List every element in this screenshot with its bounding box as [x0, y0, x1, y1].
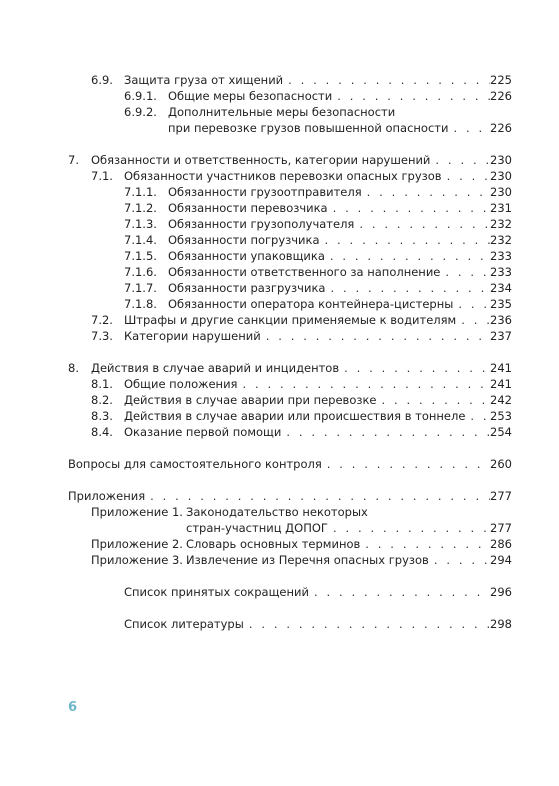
leader-dots	[456, 312, 490, 328]
toc-entry-8-4	[91, 424, 512, 440]
toc-page: 236	[490, 313, 512, 327]
toc-page: 296	[490, 585, 512, 599]
toc-title: Приложения	[68, 489, 146, 503]
toc-title: Обязанности ответственного за наполнение	[168, 265, 441, 279]
toc-page: 233	[490, 249, 512, 263]
leader-dots	[429, 552, 490, 568]
toc-entry-6-9-2	[124, 104, 512, 120]
toc-entry-appendix-3	[91, 552, 512, 568]
toc-title: при перевозке грузов повышенной опасности	[168, 121, 449, 135]
toc-page: 294	[490, 553, 512, 567]
toc-page: 242	[490, 393, 512, 407]
leader-dots	[440, 264, 490, 280]
leader-dots	[362, 184, 490, 200]
toc-page: 254	[490, 425, 512, 439]
toc-title: Словарь основных терминов	[186, 537, 361, 551]
toc-page: 235	[490, 297, 512, 311]
toc-page: 230	[490, 185, 512, 199]
toc-number: 6.9.	[91, 73, 113, 87]
toc-page: 237	[490, 329, 512, 343]
toc-entry-appendices	[68, 488, 512, 504]
leader-dots	[339, 360, 490, 376]
toc-title: Обязанности перевозчика	[168, 201, 328, 215]
toc-number: 8.4.	[91, 425, 113, 439]
toc-title: стран-участниц ДОПОГ	[186, 521, 328, 535]
leader-dots	[360, 536, 490, 552]
toc-entry-7-1-3	[124, 216, 512, 232]
toc-page: 241	[490, 361, 512, 375]
leader-dots	[261, 328, 490, 344]
toc-entry-6-9-1	[124, 88, 512, 104]
leader-dots	[354, 216, 490, 232]
toc-title: Защита груза от хищений	[124, 73, 284, 87]
toc-page: 231	[490, 201, 512, 215]
toc-title: Обязанности участников перевозки опасных грузов	[124, 169, 442, 183]
toc-title: Дополнительные меры безопасности	[168, 105, 396, 119]
toc-entry-literature	[124, 616, 512, 632]
toc-page: 260	[490, 457, 512, 471]
toc-entry-7-1	[91, 168, 512, 184]
toc-title: Вопросы для самостоятельного контроля	[68, 457, 322, 471]
toc-number: 7.	[68, 153, 79, 167]
toc-title: Штрафы и другие санкции применяемые к водителям	[124, 313, 457, 327]
toc-page: 232	[490, 233, 512, 247]
toc-page: 225	[490, 73, 512, 87]
toc-title: Список принятых сокращений	[124, 585, 309, 599]
toc-page: 298	[490, 617, 512, 631]
toc-title: Оказание первой помощи	[124, 425, 282, 439]
toc-number: 8.3.	[91, 409, 113, 423]
toc-entry-abbreviations	[124, 584, 512, 600]
leader-dots	[448, 120, 490, 136]
leader-dots	[325, 280, 490, 296]
toc-number: 8.2.	[91, 393, 113, 407]
toc-page: 233	[490, 265, 512, 279]
toc-page: 230	[490, 153, 512, 167]
toc-title: Обязанности грузополучателя	[168, 217, 355, 231]
leader-dots	[453, 296, 490, 312]
toc-title: Обязанности упаковщика	[168, 249, 325, 263]
toc-title: Обязанности грузоотправителя	[168, 185, 362, 199]
toc-number: 7.1.2.	[124, 201, 157, 215]
toc-page: 241	[490, 377, 512, 391]
toc-entry-appendix-1	[91, 504, 512, 520]
toc-title: Действия в случае аварии или происшествия в тоннеле	[124, 409, 466, 423]
leader-dots	[281, 424, 490, 440]
toc-entry-8	[68, 360, 512, 376]
toc-page: 277	[490, 489, 512, 503]
toc-title: Обязанности разгрузчика	[168, 281, 326, 295]
toc-number: 8.1.	[91, 377, 113, 391]
toc-title: Категории нарушений	[124, 329, 261, 343]
toc-page: 226	[490, 121, 512, 135]
toc-entry-7-3	[91, 328, 512, 344]
toc-title: Извлечение из Перечня опасных грузов	[186, 553, 429, 567]
leader-dots	[145, 488, 490, 504]
toc-entry-7-1-5	[124, 248, 512, 264]
toc-page: 232	[490, 217, 512, 231]
toc-number: 7.1.6.	[124, 265, 157, 279]
leader-dots	[309, 584, 490, 600]
toc-entry-7-1-7	[124, 280, 512, 296]
toc-title: Общие положения	[124, 377, 238, 391]
leader-dots	[332, 88, 490, 104]
leader-dots	[465, 408, 490, 424]
toc-page: 230	[490, 169, 512, 183]
leader-dots	[328, 200, 490, 216]
toc-title: Обязанности погрузчика	[168, 233, 320, 247]
toc-entry-8-1	[91, 376, 512, 392]
leader-dots	[430, 152, 490, 168]
toc-number: Приложение 2.	[91, 537, 183, 551]
toc-entry-7-2	[91, 312, 512, 328]
toc-number: 7.1.4.	[124, 233, 157, 247]
toc-entry-6-9	[91, 72, 512, 88]
toc-number: 8.	[68, 361, 79, 375]
leader-dots	[244, 616, 490, 632]
toc-number: 6.9.1.	[124, 89, 157, 103]
toc-entry-7-1-1	[124, 184, 512, 200]
toc-entry-6-9-2-cont	[168, 120, 512, 136]
toc-number: Приложение 3.	[91, 553, 183, 567]
toc-page: 277	[490, 521, 512, 535]
toc-entry-7-1-6	[124, 264, 512, 280]
toc-number: 7.1.7.	[124, 281, 157, 295]
toc-title: Список литературы	[124, 617, 244, 631]
toc-number: 7.2.	[91, 313, 113, 327]
toc-number: 7.1.3.	[124, 217, 157, 231]
leader-dots	[283, 72, 490, 88]
leader-dots	[328, 520, 490, 536]
toc-number: Приложение 1.	[91, 505, 183, 519]
leader-dots	[320, 232, 491, 248]
toc-entry-7-1-8	[124, 296, 512, 312]
toc-title: Обязанности и ответственность, категории нарушений	[91, 153, 431, 167]
toc-entry-7-1-2	[124, 200, 512, 216]
leader-dots	[325, 248, 490, 264]
toc-number: 7.1.5.	[124, 249, 157, 263]
toc-entry-8-2	[91, 392, 512, 408]
leader-dots	[322, 456, 490, 472]
leader-dots	[377, 392, 491, 408]
toc-entry-appendix-1-cont	[186, 520, 512, 536]
toc-title: Общие меры безопасности	[168, 89, 333, 103]
toc-page: 226	[490, 89, 512, 103]
toc-page: 234	[490, 281, 512, 295]
toc-entry-8-3	[91, 408, 512, 424]
toc-title: Действия в случае аварий и инцидентов	[91, 361, 340, 375]
toc-entry-7-1-4	[124, 232, 512, 248]
toc-page: 253	[490, 409, 512, 423]
toc-entry-7	[68, 152, 512, 168]
toc-title: Действия в случае аварии при перевозке	[124, 393, 377, 407]
toc-number: 7.1.8.	[124, 297, 157, 311]
toc-number: 7.3.	[91, 329, 113, 343]
toc-title: Законодательство некоторых	[186, 505, 368, 519]
toc-number: 7.1.1.	[124, 185, 157, 199]
toc-entry-questions	[68, 456, 512, 472]
toc-page: 286	[490, 537, 512, 551]
toc-number: 6.9.2.	[124, 105, 157, 119]
toc-number: 7.1.	[91, 169, 113, 183]
page-number: 6	[68, 700, 78, 715]
leader-dots	[442, 168, 490, 184]
toc-title: Обязанности оператора контейнера-цистерны	[168, 297, 454, 311]
leader-dots	[237, 376, 490, 392]
toc-entry-appendix-2	[91, 536, 512, 552]
